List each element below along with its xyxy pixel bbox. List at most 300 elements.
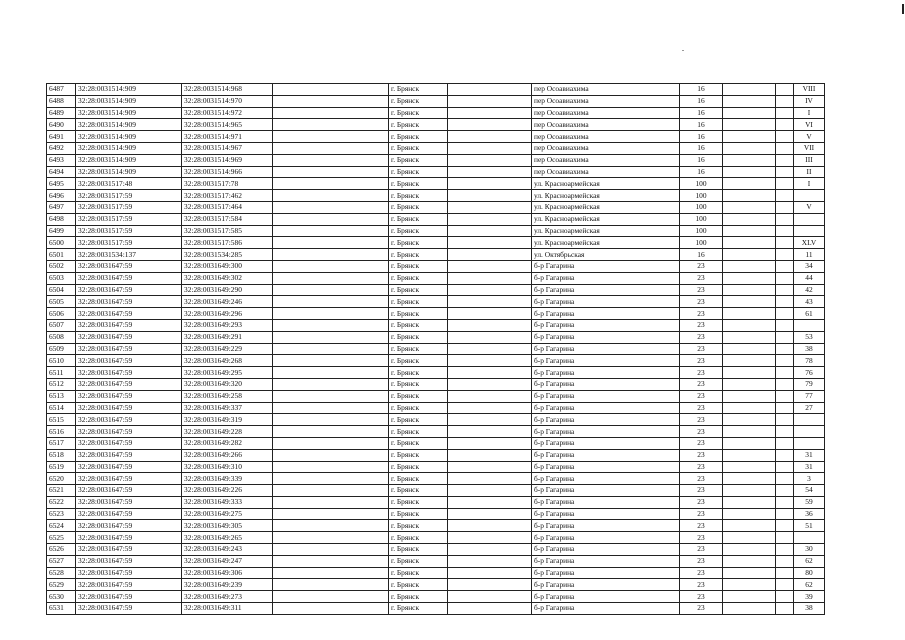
blank-cell bbox=[776, 284, 794, 296]
parent-cadastral-number-cell: 32:28:0031514:909 bbox=[76, 84, 182, 96]
house-number-cell: 23 bbox=[680, 544, 723, 556]
parent-cadastral-number-cell: 32:28:0031647:59 bbox=[76, 437, 182, 449]
blank-cell bbox=[448, 154, 532, 166]
blank-cell bbox=[273, 107, 389, 119]
street-cell: б-р Гагарина bbox=[532, 532, 680, 544]
parent-cadastral-number-cell: 32:28:0031647:59 bbox=[76, 402, 182, 414]
blank-cell bbox=[273, 190, 389, 202]
blank-cell bbox=[776, 249, 794, 261]
city-cell: г. Брянск bbox=[389, 154, 448, 166]
cadastral-number-cell: 32:28:0031649:229 bbox=[182, 343, 273, 355]
record-number-cell: 6504 bbox=[47, 284, 76, 296]
parent-cadastral-number-cell: 32:28:0031534:137 bbox=[76, 249, 182, 261]
blank-cell bbox=[448, 355, 532, 367]
blank-cell bbox=[723, 308, 776, 320]
street-cell: б-р Гагарина bbox=[532, 520, 680, 532]
house-number-cell: 23 bbox=[680, 532, 723, 544]
table-row bbox=[47, 437, 825, 449]
blank-cell bbox=[776, 367, 794, 379]
city-cell: г. Брянск bbox=[389, 520, 448, 532]
record-number-cell: 6524 bbox=[47, 520, 76, 532]
blank-cell bbox=[776, 142, 794, 154]
street-cell: б-р Гагарина bbox=[532, 272, 680, 284]
blank-cell bbox=[776, 508, 794, 520]
blank-cell bbox=[448, 142, 532, 154]
blank-cell bbox=[273, 555, 389, 567]
parent-cadastral-number-cell: 32:28:0031514:909 bbox=[76, 154, 182, 166]
city-cell: г. Брянск bbox=[389, 142, 448, 154]
table-row bbox=[47, 449, 825, 461]
street-cell: б-р Гагарина bbox=[532, 319, 680, 331]
blank-cell bbox=[723, 213, 776, 225]
table-row bbox=[47, 378, 825, 390]
premises-number-cell: 59 bbox=[794, 496, 825, 508]
cadastral-number-cell: 32:28:0031514:968 bbox=[182, 84, 273, 96]
city-cell: г. Брянск bbox=[389, 237, 448, 249]
blank-cell bbox=[448, 579, 532, 591]
record-number-cell: 6507 bbox=[47, 319, 76, 331]
premises-number-cell: 79 bbox=[794, 378, 825, 390]
blank-cell bbox=[723, 95, 776, 107]
record-number-cell: 6530 bbox=[47, 591, 76, 603]
record-number-cell: 6510 bbox=[47, 355, 76, 367]
blank-cell bbox=[448, 426, 532, 438]
city-cell: г. Брянск bbox=[389, 414, 448, 426]
blank-cell bbox=[723, 461, 776, 473]
street-cell: ул. Октябрьская bbox=[532, 249, 680, 261]
parent-cadastral-number-cell: 32:28:0031647:59 bbox=[76, 390, 182, 402]
city-cell: г. Брянск bbox=[389, 308, 448, 320]
cadastral-number-cell: 32:28:0031649:291 bbox=[182, 331, 273, 343]
blank-cell bbox=[273, 154, 389, 166]
premises-number-cell: 38 bbox=[794, 603, 825, 615]
blank-cell bbox=[723, 284, 776, 296]
premises-number-cell: 11 bbox=[794, 249, 825, 261]
record-number-cell: 6489 bbox=[47, 107, 76, 119]
blank-cell bbox=[448, 343, 532, 355]
blank-cell bbox=[448, 249, 532, 261]
parent-cadastral-number-cell: 32:28:0031647:59 bbox=[76, 508, 182, 520]
table-row bbox=[47, 284, 825, 296]
blank-cell bbox=[776, 390, 794, 402]
street-cell: ул. Красноармейская bbox=[532, 178, 680, 190]
street-cell: б-р Гагарина bbox=[532, 331, 680, 343]
blank-cell bbox=[776, 308, 794, 320]
blank-cell bbox=[723, 201, 776, 213]
street-cell: пер Осоавиахима bbox=[532, 119, 680, 131]
street-cell: б-р Гагарина bbox=[532, 555, 680, 567]
premises-number-cell: 30 bbox=[794, 544, 825, 556]
cadastral-number-cell: 32:28:0031649:320 bbox=[182, 378, 273, 390]
premises-number-cell: I bbox=[794, 178, 825, 190]
blank-cell bbox=[723, 343, 776, 355]
house-number-cell: 23 bbox=[680, 308, 723, 320]
blank-cell bbox=[723, 355, 776, 367]
street-cell: б-р Гагарина bbox=[532, 414, 680, 426]
blank-cell bbox=[448, 437, 532, 449]
blank-cell bbox=[776, 449, 794, 461]
blank-cell bbox=[776, 485, 794, 497]
premises-number-cell: 36 bbox=[794, 508, 825, 520]
blank-cell bbox=[776, 131, 794, 143]
street-cell: б-р Гагарина bbox=[532, 496, 680, 508]
street-cell: пер Осоавиахима bbox=[532, 84, 680, 96]
cadastral-number-cell: 32:28:0031649:302 bbox=[182, 272, 273, 284]
parent-cadastral-number-cell: 32:28:0031647:59 bbox=[76, 272, 182, 284]
premises-number-cell bbox=[794, 225, 825, 237]
table-row bbox=[47, 508, 825, 520]
cadastral-number-cell: 32:28:0031649:306 bbox=[182, 567, 273, 579]
blank-cell bbox=[273, 603, 389, 615]
premises-number-cell: 80 bbox=[794, 567, 825, 579]
blank-cell bbox=[776, 107, 794, 119]
blank-cell bbox=[723, 520, 776, 532]
record-number-cell: 6516 bbox=[47, 426, 76, 438]
blank-cell bbox=[776, 178, 794, 190]
house-number-cell: 100 bbox=[680, 237, 723, 249]
table-row bbox=[47, 591, 825, 603]
street-cell: б-р Гагарина bbox=[532, 402, 680, 414]
blank-cell bbox=[448, 567, 532, 579]
blank-cell bbox=[723, 402, 776, 414]
cadastral-number-cell: 32:28:0031649:275 bbox=[182, 508, 273, 520]
premises-number-cell: III bbox=[794, 154, 825, 166]
cadastral-number-cell: 32:28:0031649:226 bbox=[182, 485, 273, 497]
house-number-cell: 23 bbox=[680, 591, 723, 603]
premises-number-cell: 61 bbox=[794, 308, 825, 320]
street-cell: б-р Гагарина bbox=[532, 508, 680, 520]
premises-number-cell: 42 bbox=[794, 284, 825, 296]
blank-cell bbox=[448, 496, 532, 508]
table-row bbox=[47, 296, 825, 308]
table-row bbox=[47, 567, 825, 579]
record-number-cell: 6487 bbox=[47, 84, 76, 96]
cadastral-number-cell: 32:28:0031517:585 bbox=[182, 225, 273, 237]
record-number-cell: 6531 bbox=[47, 603, 76, 615]
blank-cell bbox=[776, 461, 794, 473]
record-number-cell: 6511 bbox=[47, 367, 76, 379]
premises-number-cell: 39 bbox=[794, 591, 825, 603]
cadastral-number-cell: 32:28:0031514:965 bbox=[182, 119, 273, 131]
blank-cell bbox=[448, 591, 532, 603]
blank-cell bbox=[273, 249, 389, 261]
city-cell: г. Брянск bbox=[389, 402, 448, 414]
blank-cell bbox=[448, 331, 532, 343]
city-cell: г. Брянск bbox=[389, 591, 448, 603]
blank-cell bbox=[776, 331, 794, 343]
blank-cell bbox=[273, 119, 389, 131]
blank-cell bbox=[448, 296, 532, 308]
cadastral-number-cell: 32:28:0031649:300 bbox=[182, 260, 273, 272]
cadastral-number-cell: 32:28:0031649:243 bbox=[182, 544, 273, 556]
cadastral-number-cell: 32:28:0031514:969 bbox=[182, 154, 273, 166]
table-row bbox=[47, 520, 825, 532]
street-cell: б-р Гагарина bbox=[532, 544, 680, 556]
blank-cell bbox=[723, 579, 776, 591]
table-row bbox=[47, 426, 825, 438]
blank-cell bbox=[776, 532, 794, 544]
table-row bbox=[47, 190, 825, 202]
blank-cell bbox=[723, 166, 776, 178]
parent-cadastral-number-cell: 32:28:0031647:59 bbox=[76, 591, 182, 603]
street-cell: ул. Красноармейская bbox=[532, 190, 680, 202]
city-cell: г. Брянск bbox=[389, 213, 448, 225]
blank-cell bbox=[273, 308, 389, 320]
street-cell: пер Осоавиахима bbox=[532, 107, 680, 119]
parent-cadastral-number-cell: 32:28:0031517:59 bbox=[76, 225, 182, 237]
blank-cell bbox=[273, 237, 389, 249]
table-row bbox=[47, 319, 825, 331]
house-number-cell: 23 bbox=[680, 355, 723, 367]
blank-cell bbox=[776, 520, 794, 532]
city-cell: г. Брянск bbox=[389, 555, 448, 567]
blank-cell bbox=[273, 426, 389, 438]
house-number-cell: 23 bbox=[680, 449, 723, 461]
city-cell: г. Брянск bbox=[389, 437, 448, 449]
blank-cell bbox=[448, 449, 532, 461]
parent-cadastral-number-cell: 32:28:0031647:59 bbox=[76, 260, 182, 272]
blank-cell bbox=[273, 343, 389, 355]
city-cell: г. Брянск bbox=[389, 473, 448, 485]
parent-cadastral-number-cell: 32:28:0031647:59 bbox=[76, 331, 182, 343]
blank-cell bbox=[273, 414, 389, 426]
table-row bbox=[47, 95, 825, 107]
table-row bbox=[47, 213, 825, 225]
table-row bbox=[47, 485, 825, 497]
house-number-cell: 16 bbox=[680, 119, 723, 131]
blank-cell bbox=[723, 178, 776, 190]
record-number-cell: 6523 bbox=[47, 508, 76, 520]
parent-cadastral-number-cell: 32:28:0031647:59 bbox=[76, 449, 182, 461]
blank-cell bbox=[723, 119, 776, 131]
cadastral-number-cell: 32:28:0031514:966 bbox=[182, 166, 273, 178]
parent-cadastral-number-cell: 32:28:0031514:909 bbox=[76, 95, 182, 107]
record-number-cell: 6526 bbox=[47, 544, 76, 556]
blank-cell bbox=[776, 544, 794, 556]
house-number-cell: 23 bbox=[680, 378, 723, 390]
blank-cell bbox=[448, 603, 532, 615]
blank-cell bbox=[448, 520, 532, 532]
blank-cell bbox=[273, 567, 389, 579]
city-cell: г. Брянск bbox=[389, 178, 448, 190]
blank-cell bbox=[776, 166, 794, 178]
blank-cell bbox=[723, 591, 776, 603]
blank-cell bbox=[273, 378, 389, 390]
blank-cell bbox=[273, 225, 389, 237]
premises-number-cell: 43 bbox=[794, 296, 825, 308]
blank-cell bbox=[448, 178, 532, 190]
record-number-cell: 6501 bbox=[47, 249, 76, 261]
cadastral-number-cell: 32:28:0031649:295 bbox=[182, 367, 273, 379]
premises-number-cell: IV bbox=[794, 95, 825, 107]
street-cell: пер Осоавиахима bbox=[532, 95, 680, 107]
premises-number-cell: 27 bbox=[794, 402, 825, 414]
blank-cell bbox=[273, 319, 389, 331]
record-number-cell: 6488 bbox=[47, 95, 76, 107]
street-cell: б-р Гагарина bbox=[532, 579, 680, 591]
record-number-cell: 6498 bbox=[47, 213, 76, 225]
blank-cell bbox=[273, 520, 389, 532]
street-cell: б-р Гагарина bbox=[532, 284, 680, 296]
record-number-cell: 6517 bbox=[47, 437, 76, 449]
table-row bbox=[47, 272, 825, 284]
blank-cell bbox=[448, 461, 532, 473]
house-number-cell: 23 bbox=[680, 414, 723, 426]
table-row bbox=[47, 331, 825, 343]
city-cell: г. Брянск bbox=[389, 496, 448, 508]
property-register-table bbox=[46, 83, 825, 615]
blank-cell bbox=[723, 319, 776, 331]
city-cell: г. Брянск bbox=[389, 166, 448, 178]
blank-cell bbox=[723, 555, 776, 567]
table-row bbox=[47, 579, 825, 591]
premises-number-cell bbox=[794, 319, 825, 331]
city-cell: г. Брянск bbox=[389, 390, 448, 402]
blank-cell bbox=[723, 473, 776, 485]
street-cell: б-р Гагарина bbox=[532, 461, 680, 473]
parent-cadastral-number-cell: 32:28:0031647:59 bbox=[76, 378, 182, 390]
blank-cell bbox=[776, 84, 794, 96]
blank-cell bbox=[723, 272, 776, 284]
blank-cell bbox=[776, 437, 794, 449]
blank-cell bbox=[723, 249, 776, 261]
blank-cell bbox=[448, 131, 532, 143]
premises-number-cell: 62 bbox=[794, 579, 825, 591]
record-number-cell: 6506 bbox=[47, 308, 76, 320]
cadastral-number-cell: 32:28:0031649:273 bbox=[182, 591, 273, 603]
scan-speck bbox=[682, 50, 684, 51]
table-row bbox=[47, 154, 825, 166]
city-cell: г. Брянск bbox=[389, 272, 448, 284]
house-number-cell: 23 bbox=[680, 461, 723, 473]
blank-cell bbox=[776, 260, 794, 272]
table-row bbox=[47, 414, 825, 426]
record-number-cell: 6509 bbox=[47, 343, 76, 355]
city-cell: г. Брянск bbox=[389, 331, 448, 343]
record-number-cell: 6508 bbox=[47, 331, 76, 343]
city-cell: г. Брянск bbox=[389, 367, 448, 379]
premises-number-cell: 54 bbox=[794, 485, 825, 497]
house-number-cell: 23 bbox=[680, 272, 723, 284]
table-row bbox=[47, 473, 825, 485]
house-number-cell: 16 bbox=[680, 84, 723, 96]
blank-cell bbox=[776, 95, 794, 107]
blank-cell bbox=[723, 603, 776, 615]
city-cell: г. Брянск bbox=[389, 532, 448, 544]
parent-cadastral-number-cell: 32:28:0031517:59 bbox=[76, 213, 182, 225]
premises-number-cell: 62 bbox=[794, 555, 825, 567]
cadastral-number-cell: 32:28:0031649:319 bbox=[182, 414, 273, 426]
record-number-cell: 6502 bbox=[47, 260, 76, 272]
blank-cell bbox=[273, 473, 389, 485]
table-row bbox=[47, 603, 825, 615]
city-cell: г. Брянск bbox=[389, 449, 448, 461]
house-number-cell: 23 bbox=[680, 473, 723, 485]
premises-number-cell bbox=[794, 213, 825, 225]
street-cell: б-р Гагарина bbox=[532, 567, 680, 579]
blank-cell bbox=[723, 260, 776, 272]
table-row bbox=[47, 532, 825, 544]
blank-cell bbox=[273, 461, 389, 473]
house-number-cell: 16 bbox=[680, 166, 723, 178]
parent-cadastral-number-cell: 32:28:0031517:59 bbox=[76, 190, 182, 202]
record-number-cell: 6521 bbox=[47, 485, 76, 497]
premises-number-cell bbox=[794, 426, 825, 438]
blank-cell bbox=[448, 201, 532, 213]
parent-cadastral-number-cell: 32:28:0031514:909 bbox=[76, 131, 182, 143]
blank-cell bbox=[723, 449, 776, 461]
cadastral-number-cell: 32:28:0031517:586 bbox=[182, 237, 273, 249]
city-cell: г. Брянск bbox=[389, 461, 448, 473]
premises-number-cell: II bbox=[794, 166, 825, 178]
house-number-cell: 16 bbox=[680, 95, 723, 107]
blank-cell bbox=[448, 213, 532, 225]
blank-cell bbox=[723, 508, 776, 520]
house-number-cell: 23 bbox=[680, 579, 723, 591]
parent-cadastral-number-cell: 32:28:0031514:909 bbox=[76, 119, 182, 131]
street-cell: ул. Красноармейская bbox=[532, 201, 680, 213]
blank-cell bbox=[723, 331, 776, 343]
premises-number-cell: VII bbox=[794, 142, 825, 154]
house-number-cell: 23 bbox=[680, 555, 723, 567]
record-number-cell: 6527 bbox=[47, 555, 76, 567]
cadastral-number-cell: 32:28:0031649:265 bbox=[182, 532, 273, 544]
street-cell: б-р Гагарина bbox=[532, 378, 680, 390]
street-cell: б-р Гагарина bbox=[532, 473, 680, 485]
blank-cell bbox=[776, 378, 794, 390]
street-cell: б-р Гагарина bbox=[532, 603, 680, 615]
table-row bbox=[47, 166, 825, 178]
parent-cadastral-number-cell: 32:28:0031647:59 bbox=[76, 544, 182, 556]
blank-cell bbox=[723, 437, 776, 449]
street-cell: пер Осоавиахима bbox=[532, 142, 680, 154]
street-cell: б-р Гагарина bbox=[532, 260, 680, 272]
city-cell: г. Брянск bbox=[389, 95, 448, 107]
record-number-cell: 6495 bbox=[47, 178, 76, 190]
parent-cadastral-number-cell: 32:28:0031647:59 bbox=[76, 319, 182, 331]
blank-cell bbox=[273, 284, 389, 296]
table-row bbox=[47, 249, 825, 261]
premises-number-cell: VIII bbox=[794, 84, 825, 96]
blank-cell bbox=[273, 544, 389, 556]
record-number-cell: 6500 bbox=[47, 237, 76, 249]
cadastral-number-cell: 32:28:0031517:78 bbox=[182, 178, 273, 190]
blank-cell bbox=[448, 190, 532, 202]
city-cell: г. Брянск bbox=[389, 355, 448, 367]
parent-cadastral-number-cell: 32:28:0031647:59 bbox=[76, 567, 182, 579]
cadastral-number-cell: 32:28:0031649:305 bbox=[182, 520, 273, 532]
city-cell: г. Брянск bbox=[389, 319, 448, 331]
blank-cell bbox=[776, 591, 794, 603]
cadastral-number-cell: 32:28:0031649:282 bbox=[182, 437, 273, 449]
cadastral-number-cell: 32:28:0031514:967 bbox=[182, 142, 273, 154]
house-number-cell: 23 bbox=[680, 390, 723, 402]
blank-cell bbox=[273, 402, 389, 414]
house-number-cell: 100 bbox=[680, 178, 723, 190]
blank-cell bbox=[448, 402, 532, 414]
parent-cadastral-number-cell: 32:28:0031647:59 bbox=[76, 355, 182, 367]
house-number-cell: 23 bbox=[680, 331, 723, 343]
blank-cell bbox=[776, 603, 794, 615]
record-number-cell: 6505 bbox=[47, 296, 76, 308]
blank-cell bbox=[273, 579, 389, 591]
premises-number-cell: 51 bbox=[794, 520, 825, 532]
blank-cell bbox=[776, 319, 794, 331]
premises-number-cell: VI bbox=[794, 119, 825, 131]
house-number-cell: 100 bbox=[680, 225, 723, 237]
house-number-cell: 23 bbox=[680, 437, 723, 449]
page-edge-mark bbox=[902, 4, 904, 14]
